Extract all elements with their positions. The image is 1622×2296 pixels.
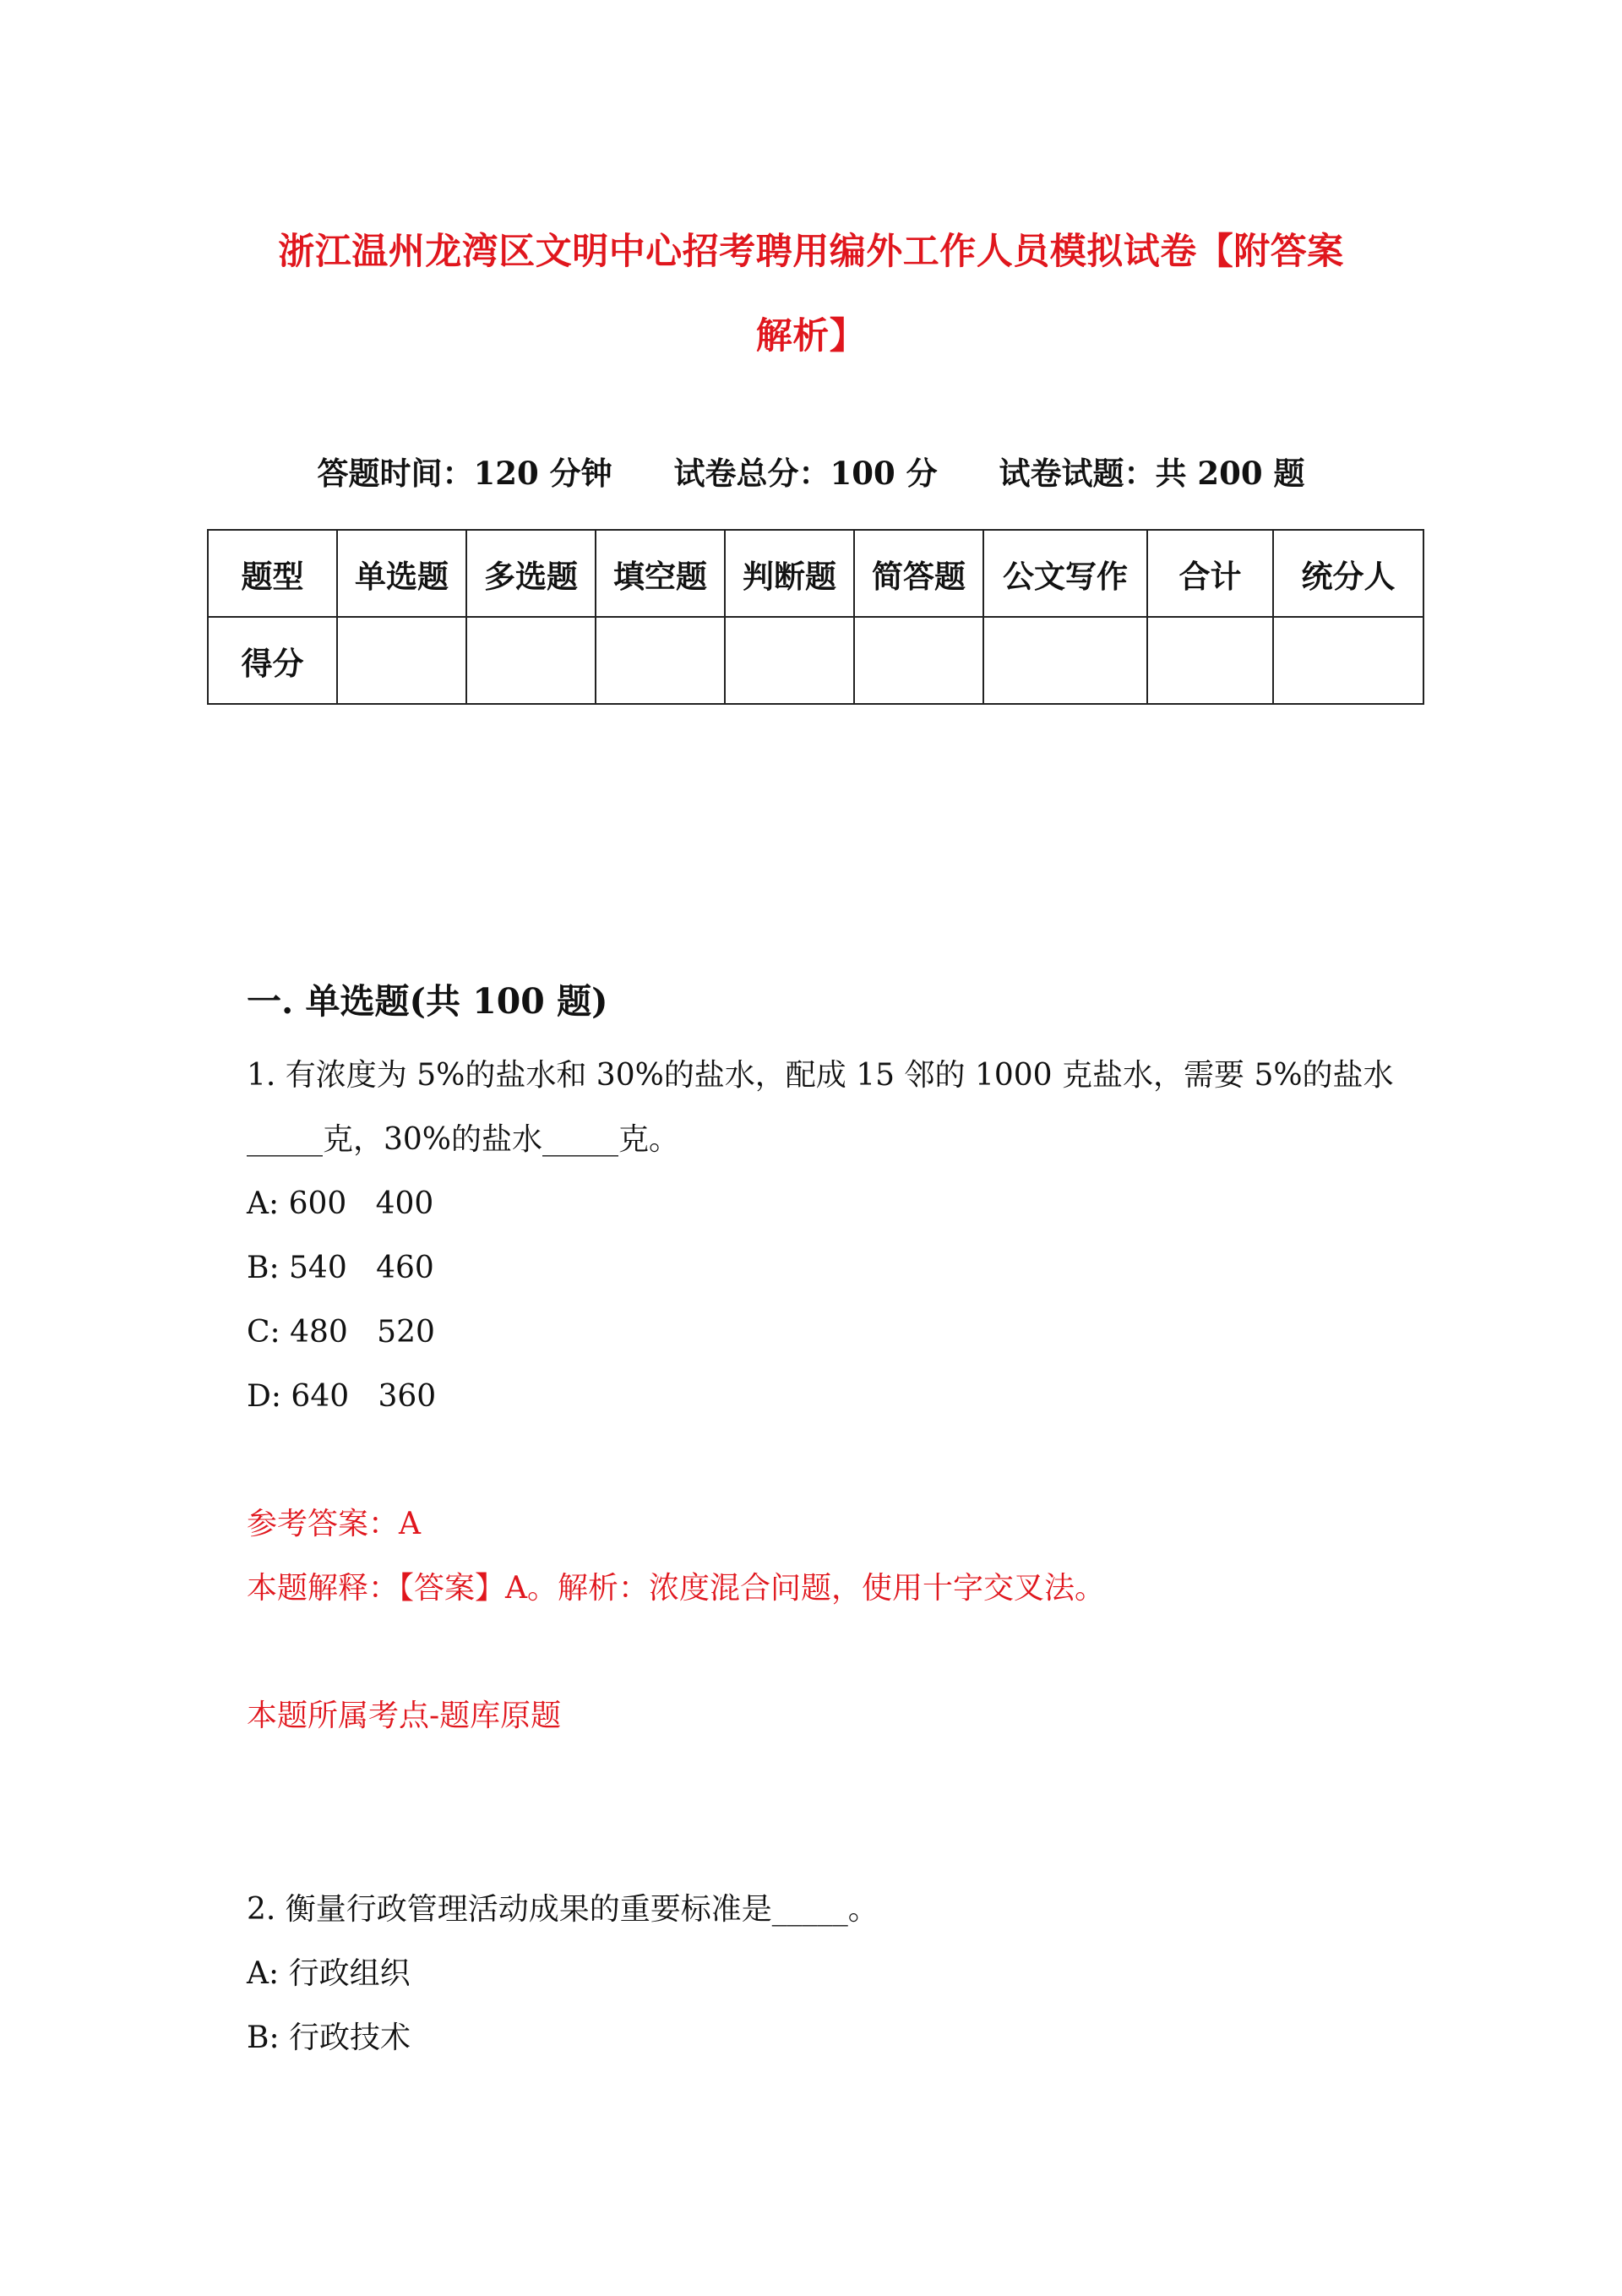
question-1-topic: 本题所属考点-题库原题 — [247, 1699, 562, 1733]
score-cell — [1147, 617, 1273, 704]
header-cell-total: 合计 — [1147, 530, 1273, 617]
score-table-score-row — [208, 617, 1423, 704]
header-cell-true-false: 判断题 — [725, 530, 854, 617]
title-line-1: 浙江温州龙湾区文明中心招考聘用编外工作人员模拟试卷【附答案 — [278, 231, 1344, 273]
header-cell-short-answer: 简答题 — [854, 530, 983, 617]
score-cell — [466, 617, 596, 704]
header-cell-scorer: 统分人 — [1273, 530, 1423, 617]
exam-total-score: 试卷总分：100 分 — [673, 455, 938, 492]
question-2-option-a: A: 行政组织 — [247, 1956, 411, 1991]
question-1-option-d: D: 640 360 — [247, 1379, 437, 1414]
question-2-stem: 2. 衡量行政管理活动成果的重要标准是_____。 — [247, 1892, 879, 1927]
score-table — [207, 529, 1424, 705]
exam-question-count: 试卷试题：共 200 题 — [999, 455, 1305, 492]
score-cell — [1273, 617, 1423, 704]
score-cell — [596, 617, 725, 704]
exam-meta — [0, 452, 1622, 494]
header-cell-fill-blank: 填空题 — [596, 530, 725, 617]
header-cell-single-choice: 单选题 — [337, 530, 466, 617]
title-line-2: 解析】 — [755, 315, 867, 357]
score-table-header-row — [208, 530, 1423, 617]
score-cell — [725, 617, 854, 704]
section-heading: 一. 单选题(共 100 题) — [247, 981, 608, 1022]
question-1-stem-line-2: _____克，30%的盐水_____克。 — [247, 1122, 680, 1157]
page-title — [245, 210, 1377, 379]
question-2-option-b: B: 行政技术 — [247, 2021, 411, 2055]
header-cell-multi-choice: 多选题 — [466, 530, 596, 617]
question-1-option-a: A: 600 400 — [247, 1186, 434, 1221]
question-1-option-c: C: 480 520 — [247, 1315, 435, 1350]
exam-time: 答题时间：120 分钟 — [317, 455, 612, 492]
question-1-stem-line-1: 1. 有浓度为 5%的盐水和 30%的盐水，配成 15 邻的 1000 克盐水，需要 5%的盐水 — [247, 1058, 1394, 1093]
header-cell-official-writing: 公文写作 — [983, 530, 1147, 617]
score-cell — [854, 617, 983, 704]
question-1-answer: 参考答案：A — [247, 1507, 421, 1541]
question-1-option-b: B: 540 460 — [247, 1251, 434, 1285]
score-cell — [983, 617, 1147, 704]
question-1-explanation: 本题解释：【答案】A。解析：浓度混合问题，使用十字交叉法。 — [247, 1571, 1105, 1606]
score-cell — [337, 617, 466, 704]
header-cell-type: 题型 — [208, 530, 337, 617]
score-row-label: 得分 — [208, 617, 337, 704]
